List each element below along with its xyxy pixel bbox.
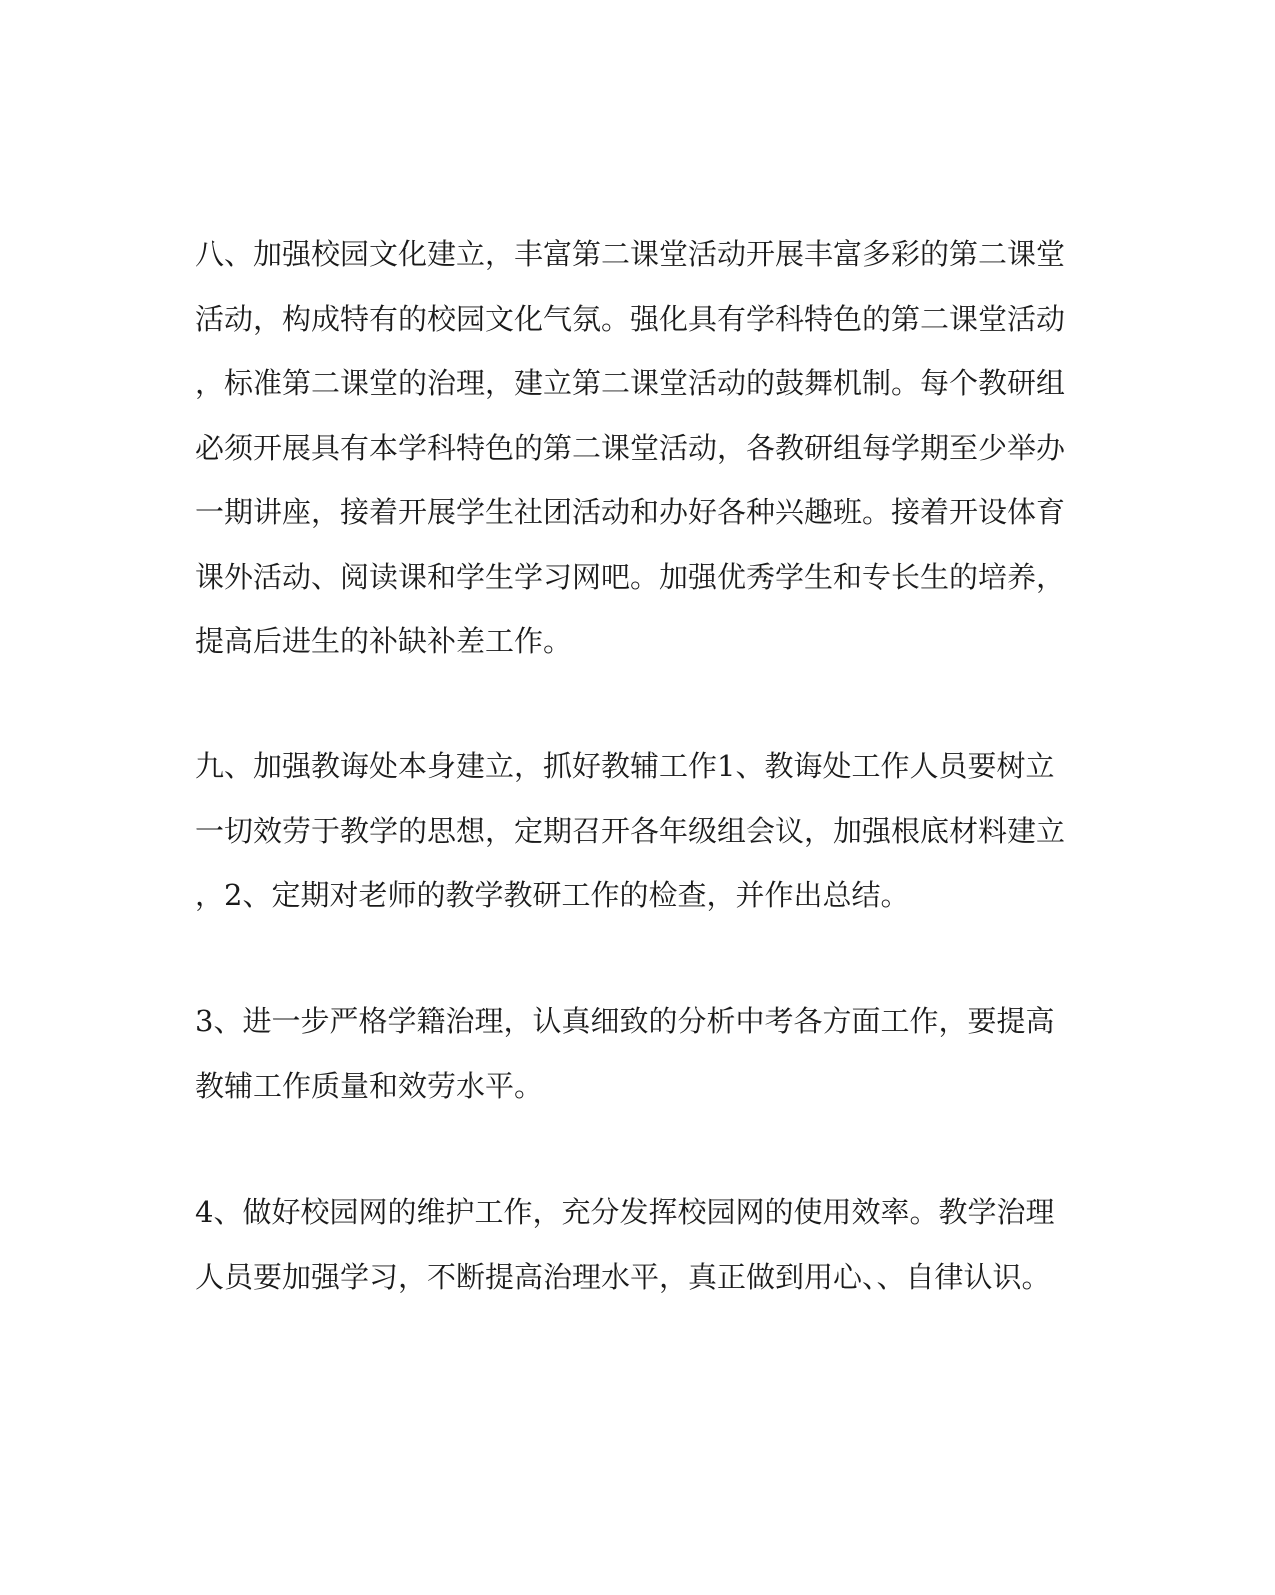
paragraph-9-teaching-office <box>195 734 1065 928</box>
text-line: 一期讲座，接着开展学生社团活动和办好各种兴趣班。接着开设体育 <box>195 495 1066 529</box>
paragraph-8-school-culture <box>195 222 1065 674</box>
text-line: 必须开展具有本学科特色的第二课堂活动，各教研组每学期至少举办 <box>195 430 1066 465</box>
text-line: 一切效劳于教学的思想，定期召开各年级组会议，加强根底材料建立 <box>195 813 1066 848</box>
text-line: ，标准第二课堂的治理，建立第二课堂活动的鼓舞机制。每个教研组 <box>195 366 1066 400</box>
text-line: 3、进一步严格学籍治理，认真细致的分析中考各方面工作，要提高 <box>195 1004 1055 1038</box>
paragraph-4-campus-network <box>195 1180 1065 1309</box>
text-line: 课外活动、阅读课和学生学习网吧。加强优秀学生和专长生的培养， <box>195 559 1066 594</box>
text-line: 人员要加强学习，不断提高治理水平，真正做到用心、、自律认识。 <box>195 1259 1051 1294</box>
paragraph-3-student-records <box>195 989 1065 1118</box>
text-line: 教辅工作质量和效劳水平。 <box>195 1068 544 1103</box>
text-line: 九、加强教诲处本身建立，抓好教辅工作1、教诲处工作人员要树立 <box>195 749 1055 783</box>
text-line: 八、加强校园文化建立，丰富第二课堂活动开展丰富多彩的第二课堂 <box>195 237 1066 271</box>
text-line: 4、做好校园网的维护工作，充分发挥校园网的使用效率。教学治理 <box>195 1195 1055 1229</box>
text-line: 提高后进生的补缺补差工作。 <box>195 624 573 658</box>
text-line: ，2、定期对老师的教学教研工作的检查，并作出总结。 <box>195 878 910 912</box>
text-line: 活动，构成特有的校园文化气氛。强化具有学科特色的第二课堂活动 <box>195 301 1066 336</box>
